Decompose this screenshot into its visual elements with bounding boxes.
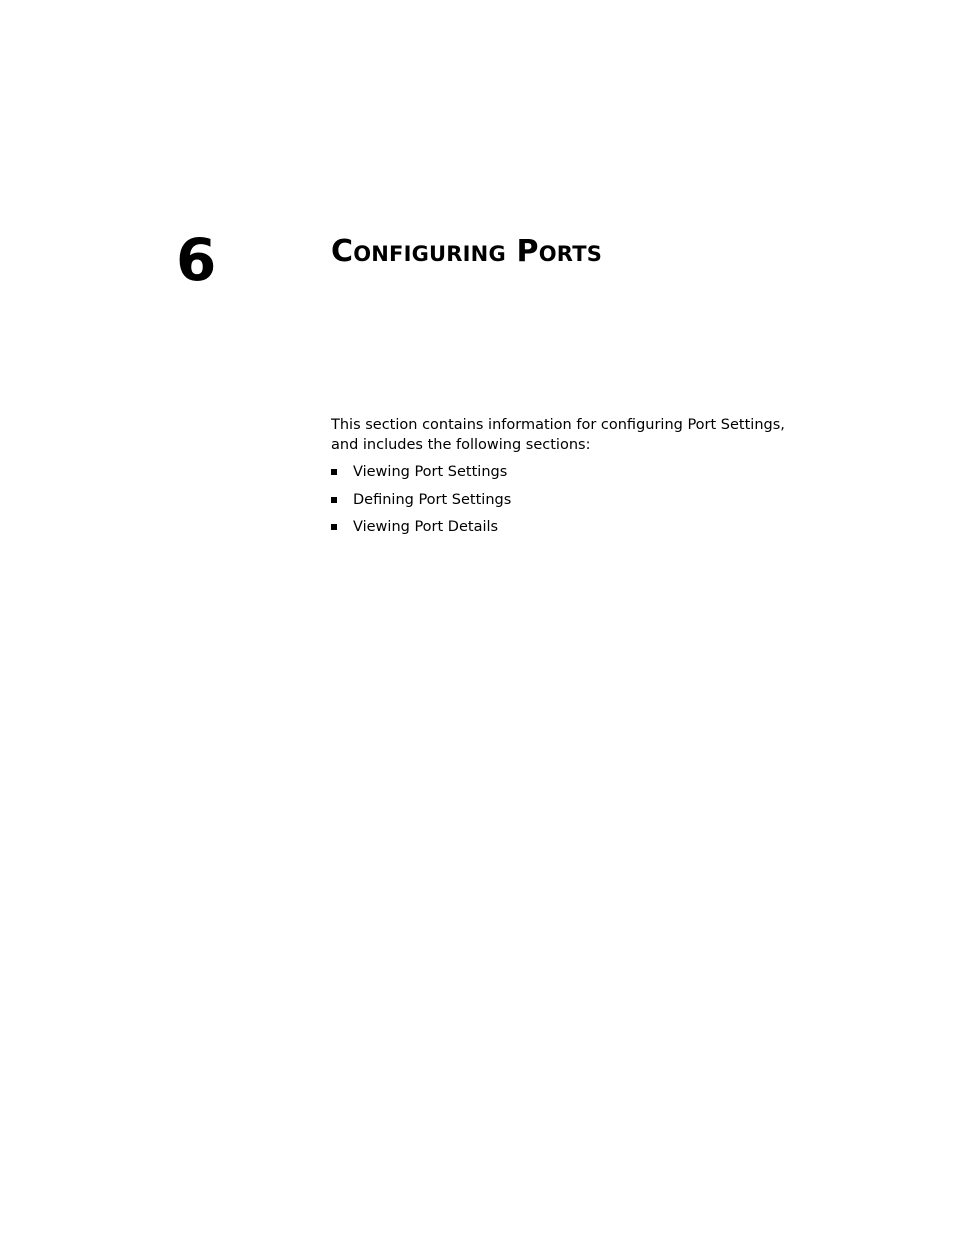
list-item-label: Defining Port Settings [353,491,512,508]
chapter-title: Configuring Ports [331,234,603,269]
square-bullet-icon [331,524,337,530]
list-item [331,490,511,510]
list-item [331,517,511,537]
chapter-number: 6 [176,226,217,294]
list-item [331,462,511,482]
list-item-label: Viewing Port Settings [353,464,508,480]
section-list [331,462,511,545]
square-bullet-icon [331,497,337,503]
list-item-label: Viewing Port Details [353,519,499,535]
square-bullet-icon [331,469,337,475]
intro-paragraph: This section contains information for configuring Port Settings, and includes the following sections: [331,417,785,453]
